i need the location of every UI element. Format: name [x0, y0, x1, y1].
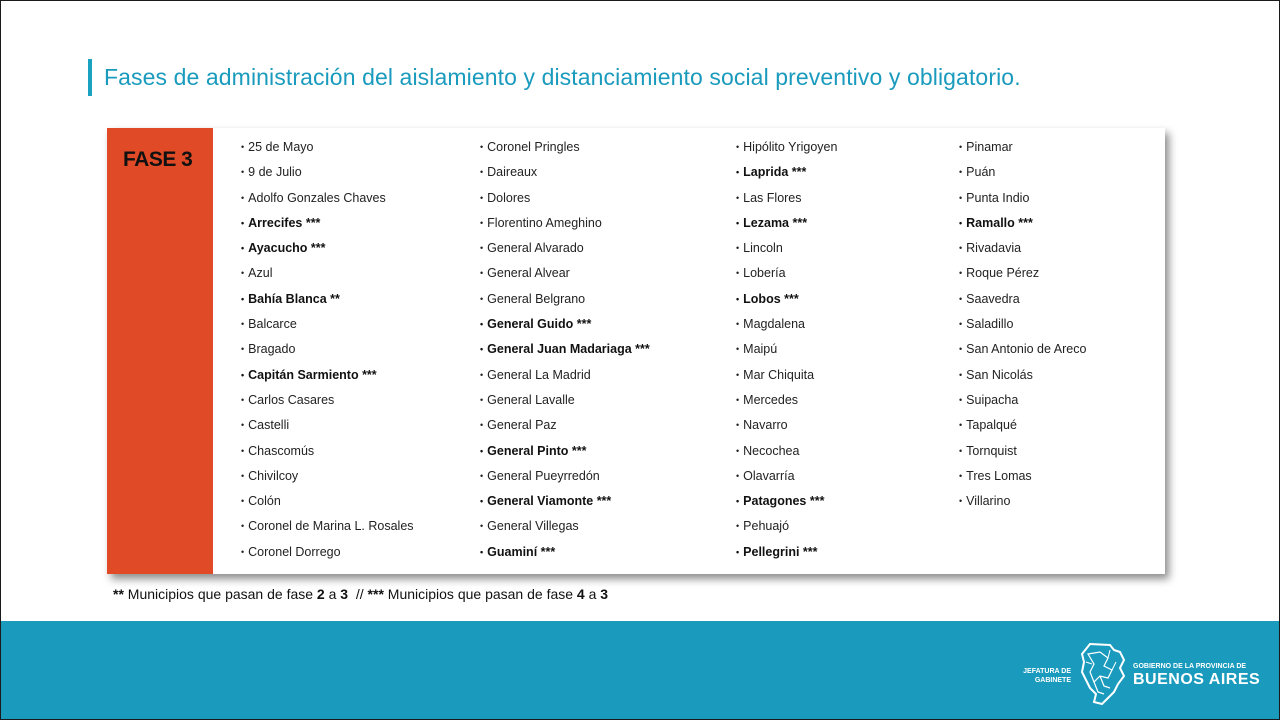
buenos-aires-province-map-icon — [1080, 642, 1126, 706]
footnote-stars-1: ** — [113, 586, 124, 602]
phase-column — [107, 128, 213, 574]
municipality-item: • Chivilcoy — [241, 466, 414, 491]
municipality-item: • Rivadavia — [959, 238, 1086, 263]
municipality-item: • General Pueyrredón — [480, 466, 650, 491]
municipality-item: • 9 de Julio — [241, 162, 414, 187]
municipality-item: • San Antonio de Areco — [959, 339, 1086, 364]
municipality-item: • San Nicolás — [959, 365, 1086, 390]
municipality-item: • 25 de Mayo — [241, 137, 414, 162]
footnote-from-2: 4 — [576, 586, 585, 602]
municipality-item: • Balcarce — [241, 314, 414, 339]
municipality-list-2 — [480, 137, 650, 567]
municipality-item: • Bragado — [241, 339, 414, 364]
page-title: Fases de administración del aislamiento y distanciamiento social preventivo y obligatorio. — [104, 64, 1021, 90]
municipality-item: • Villarino — [959, 491, 1086, 516]
municipality-item: • General Villegas — [480, 516, 650, 541]
municipality-item: • Lezama *** — [736, 213, 837, 238]
municipality-item: • Ayacucho *** — [241, 238, 414, 263]
municipality-item: • Tres Lomas — [959, 466, 1086, 491]
municipality-item: • General Alvear — [480, 263, 650, 288]
jefatura-logo-line2: GABINETE — [1034, 677, 1071, 684]
municipality-item: • Guaminí *** — [480, 542, 650, 567]
phase-label: FASE 3 — [123, 148, 193, 171]
footnote-to-1: 3 — [340, 586, 349, 602]
title-accent-bar — [88, 59, 92, 96]
municipality-item: • General Juan Madariaga *** — [480, 339, 650, 364]
municipality-item: • Puán — [959, 162, 1086, 187]
municipality-item: • Las Flores — [736, 188, 837, 213]
municipality-item: • Punta Indio — [959, 188, 1086, 213]
municipality-item: • Necochea — [736, 441, 837, 466]
municipality-list-1 — [241, 137, 414, 567]
municipality-item: • Adolfo Gonzales Chaves — [241, 188, 414, 213]
municipality-item: • Saladillo — [959, 314, 1086, 339]
municipality-item: • Magdalena — [736, 314, 837, 339]
phase-card — [107, 128, 1165, 574]
municipality-item: • Lincoln — [736, 238, 837, 263]
municipality-item: • General Belgrano — [480, 289, 650, 314]
municipality-item: • Coronel Dorrego — [241, 542, 414, 567]
gobierno-logo-small: GOBIERNO DE LA PROVINCIA DE — [1133, 663, 1247, 670]
municipality-item: • Bahía Blanca ** — [241, 289, 414, 314]
municipality-item: • Tornquist — [959, 441, 1086, 466]
footnote-a-1: a — [324, 586, 341, 602]
municipality-item: • Arrecifes *** — [241, 213, 414, 238]
municipality-item: • Suipacha — [959, 390, 1086, 415]
municipality-item: • Chascomús — [241, 441, 414, 466]
municipality-item: • Pellegrini *** — [736, 542, 837, 567]
municipality-item: • Mar Chiquita — [736, 365, 837, 390]
municipality-item: • Pehuajó — [736, 516, 837, 541]
municipality-item: • Patagones *** — [736, 491, 837, 516]
footnote-text-2: Municipios que pasan de fase — [383, 586, 577, 602]
municipality-item: • Coronel Pringles — [480, 137, 650, 162]
municipality-item: • Capitán Sarmiento *** — [241, 365, 414, 390]
municipality-item: • Navarro — [736, 415, 837, 440]
municipality-item: • Hipólito Yrigoyen — [736, 137, 837, 162]
municipality-item: • Ramallo *** — [959, 213, 1086, 238]
municipality-item: • Roque Pérez — [959, 263, 1086, 288]
footnote-text-1: Municipios que pasan de fase — [123, 586, 317, 602]
municipality-item: • Lobos *** — [736, 289, 837, 314]
municipality-item: • Dolores — [480, 188, 650, 213]
municipality-item: • Colón — [241, 491, 414, 516]
municipality-item: • Carlos Casares — [241, 390, 414, 415]
footnote-stars-2: *** — [367, 586, 384, 602]
municipality-item: • General Pinto *** — [480, 441, 650, 466]
municipality-item: • Laprida *** — [736, 162, 837, 187]
municipality-item: • Azul — [241, 263, 414, 288]
municipality-item: • General Viamonte *** — [480, 491, 650, 516]
municipality-list-3 — [736, 137, 837, 567]
footnote-from-1: 2 — [316, 586, 325, 602]
jefatura-logo — [1013, 667, 1071, 685]
municipality-item: • General Alvarado — [480, 238, 650, 263]
gobierno-logo — [1133, 662, 1260, 688]
footnote — [113, 586, 608, 602]
gobierno-logo-big: BUENOS AIRES — [1133, 671, 1261, 688]
municipality-item: • Tapalqué — [959, 415, 1086, 440]
municipality-item: • General Guido *** — [480, 314, 650, 339]
municipality-item: • Castelli — [241, 415, 414, 440]
municipality-item: • Mercedes — [736, 390, 837, 415]
municipality-item: • Saavedra — [959, 289, 1086, 314]
municipality-item: • Coronel de Marina L. Rosales — [241, 516, 414, 541]
municipality-item: • Lobería — [736, 263, 837, 288]
footnote-separator: // — [348, 586, 368, 602]
municipality-item: • Florentino Ameghino — [480, 213, 650, 238]
municipality-item: • Daireaux — [480, 162, 650, 187]
municipality-item: • Maipú — [736, 339, 837, 364]
municipality-item: • General Lavalle — [480, 390, 650, 415]
municipality-item: • Pinamar — [959, 137, 1086, 162]
municipality-item: • General La Madrid — [480, 365, 650, 390]
jefatura-logo-line1: JEFATURA DE — [1023, 668, 1071, 675]
footnote-to-2: 3 — [600, 586, 609, 602]
municipality-item: • General Paz — [480, 415, 650, 440]
footnote-a-2: a — [584, 586, 601, 602]
municipality-item: • Olavarría — [736, 466, 837, 491]
municipality-list-4 — [959, 137, 1086, 516]
